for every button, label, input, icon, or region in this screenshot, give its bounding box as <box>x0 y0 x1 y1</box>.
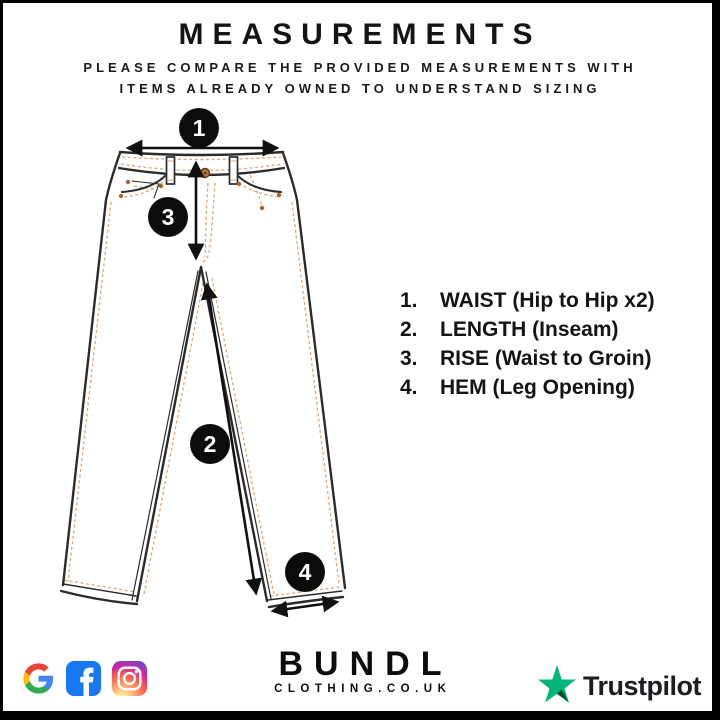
trustpilot-logo[interactable] <box>537 664 701 709</box>
brand-domain: CLOTHING.CO.UK <box>274 683 452 695</box>
legend-number: 2. <box>400 318 418 341</box>
marker-length: 2 <box>190 424 230 464</box>
brand-name: BUNDL <box>278 645 453 683</box>
legend-label: RISE (Waist to Groin) <box>440 347 652 370</box>
page-title: MEASUREMENTS <box>178 18 542 51</box>
legend-item-waist <box>400 286 655 315</box>
legend-item-rise <box>400 344 655 373</box>
legend-number: 3. <box>400 347 418 370</box>
legend-label: HEM (Leg Opening) <box>440 376 635 399</box>
measurement-legend <box>400 286 655 402</box>
header <box>0 20 720 99</box>
legend-number: 1. <box>400 289 418 312</box>
right-pocket <box>238 176 281 192</box>
hem-arrow <box>273 602 337 611</box>
legend-label: WAIST (Hip to Hip x2) <box>440 289 655 312</box>
trustpilot-label: Trustpilot <box>583 671 701 701</box>
legend-label: LENGTH (Inseam) <box>440 318 619 341</box>
subtitle <box>0 57 720 99</box>
legend-number: 4. <box>400 376 418 399</box>
marker-rise: 3 <box>148 197 188 237</box>
marker-hem: 4 <box>285 552 325 592</box>
legend-item-length <box>400 315 655 344</box>
jeans-outline <box>61 152 345 607</box>
legend-item-hem <box>400 373 655 402</box>
trustpilot-star-icon <box>537 664 577 709</box>
right-outer-seam <box>283 153 345 588</box>
left-hem <box>61 591 137 604</box>
subtitle-line-1: PLEASE COMPARE THE PROVIDED MEASUREMENTS WITH <box>83 60 637 75</box>
waistband-top <box>120 152 283 155</box>
subtitle-line-2: ITEMS ALREADY OWNED TO UNDERSTAND SIZING <box>119 81 601 96</box>
marker-waist: 1 <box>179 108 219 148</box>
